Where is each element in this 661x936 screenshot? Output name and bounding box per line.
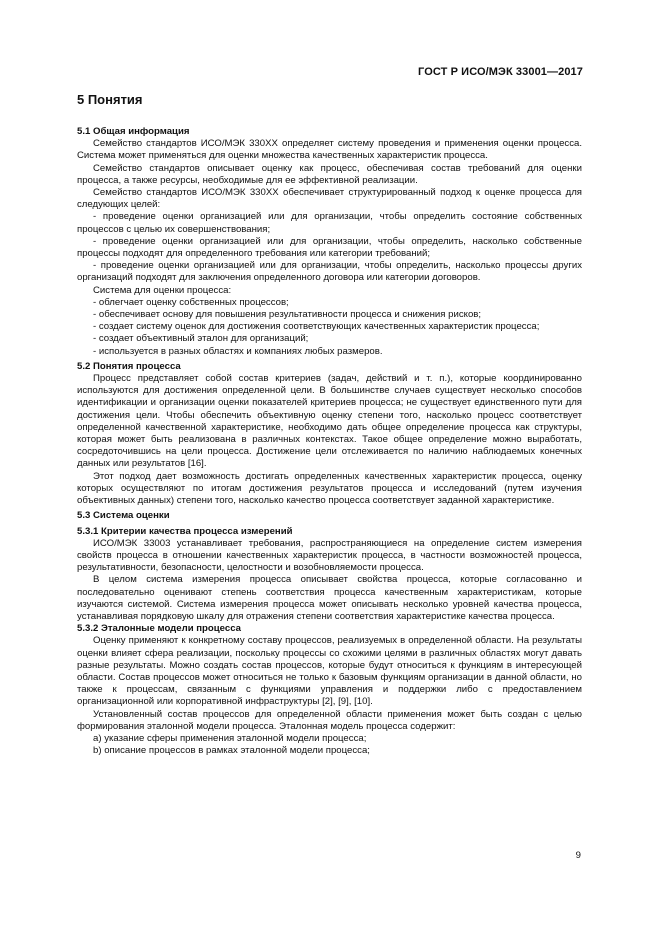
heading-5-3-2: 5.3.2 Эталонные модели процесса: [77, 623, 242, 635]
paragraph: В целом система измерения процесса описывает свойства процесса, которые согласованно и последовательно оценивают степень соответствия процесса качественным характеристикам, которые изучаются системой. Система измерения процесса может описывать несколько уровней качества процесса, устанавливая порядковую шкалу для отражения степени соответствия характеристике качества процесса.: [77, 574, 582, 622]
paragraph: Семейство стандартов ИСО/МЭК 330ХХ обеспечивает структурированный подход к оценке процесса для следующих целей:: [77, 187, 582, 211]
section-title: 5 Понятия: [77, 92, 143, 107]
paragraph: Семейство стандартов ИСО/МЭК 330ХХ определяет систему проведения и применения оценки процесса. Система может применяться для оценки множества качественных характеристик процесса.: [77, 138, 582, 162]
heading-5-2: 5.2 Понятия процесса: [77, 360, 181, 372]
list-item: a) указание сферы применения эталонной модели процесса;: [93, 732, 367, 744]
paragraph: Этот подход дает возможность достигать определенных качественных характеристик процесса, оценку которых осуществляют по итогам достижения результатов процесса и исследований (путем изучения объективных данных) степени того, насколько качество процесса соответствует заданной характеристике.: [77, 470, 582, 507]
paragraph: Процесс представляет собой состав критериев (задач, действий и т. п.), которые координированно используются для достижения определенной цели. В большинстве случаев существует несколько способов идентификации и организации оценки показателей критериев процесса; не существует единственного пути для достижения цели. Чтобы обеспечить объективную оценку степени того, насколько процесс соответствует определенной качественной характеристике, необходимо дать общее определение процесса как структуры, которая может быть реализована в различных контекстах. Такое общее определение можно выработать, сосредоточившись на цели процесса. Достижение цели отслеживается по наличию наблюдаемых конечных данных или результатов [16].: [77, 373, 582, 470]
list-item: - проведение оценки организацией или для организации, чтобы определить, насколько собственные процессы подходят для определенного требования или категории требований;: [77, 235, 582, 260]
heading-5-3-1: 5.3.1 Критерии качества процесса измерений: [77, 525, 293, 537]
list-item: - облегчает оценку собственных процессов;: [93, 296, 289, 308]
paragraph: Семейство стандартов описывает оценку как процесс, обеспечивая состав требований для оценки процесса, а также ресурсы, необходимые для ее эффективной реализации.: [77, 162, 582, 186]
paragraph: Система для оценки процесса:: [93, 284, 232, 296]
page-content: [77, 92, 582, 757]
heading-5-3: 5.3 Система оценки: [77, 510, 170, 522]
paragraph: ИСО/МЭК 33003 устанавливает требования, распространяющиеся на определение систем измерения свойств процесса в отношении качественных характеристик процесса, в частности возможностей процесса, результативности, безопасности, целостности и возобновляемости процесса.: [77, 537, 582, 574]
list-item: - обеспечивает основу для повышения результативности процесса и снижения рисков;: [93, 309, 482, 321]
page-number: 9: [575, 850, 581, 861]
list-item: b) описание процессов в рамках эталонной модели процесса;: [93, 745, 370, 757]
heading-5-1: 5.1 Общая информация: [77, 126, 190, 137]
list-item: - проведение оценки организацией или для организации, чтобы определить, насколько процессы других организаций подходят для заключения определенного договора или категории договоров.: [77, 260, 582, 284]
list-item: - создает систему оценок для достижения соответствующих качественных характеристик процесса;: [93, 321, 540, 333]
list-item: - проведение оценки организацией или для организации, чтобы определить состояние собственных процессов с целью их совершенствования;: [77, 211, 582, 235]
list-item: - создает объективный эталон для организаций;: [93, 333, 309, 345]
list-item: - используется в разных областях и компаниях любых размеров.: [93, 345, 383, 357]
paragraph: Оценку применяют к конкретному составу процессов, реализуемых в определенной области. На результаты оценки влияет сфера реализации, поскольку процессы со схожими целями в различных областях могут давать разные результаты. Можно создать состав процессов, которые будут относиться к функциям в интересующей области. Состав процессов может относиться не только к базовым функциям организации в данной области, но также к процессам, связанным с функциями управления и поддержки либо с предоставлением организационной или корпоративной инфраструктуры [2], [9], [10].: [77, 635, 582, 708]
paragraph: Установленный состав процессов для определенной области применения может быть создан с целью формирования эталонной модели процесса. Эталонная модель процесса содержит:: [77, 708, 582, 732]
document-code: ГОСТ Р ИСО/МЭК 33001—2017: [418, 66, 583, 78]
